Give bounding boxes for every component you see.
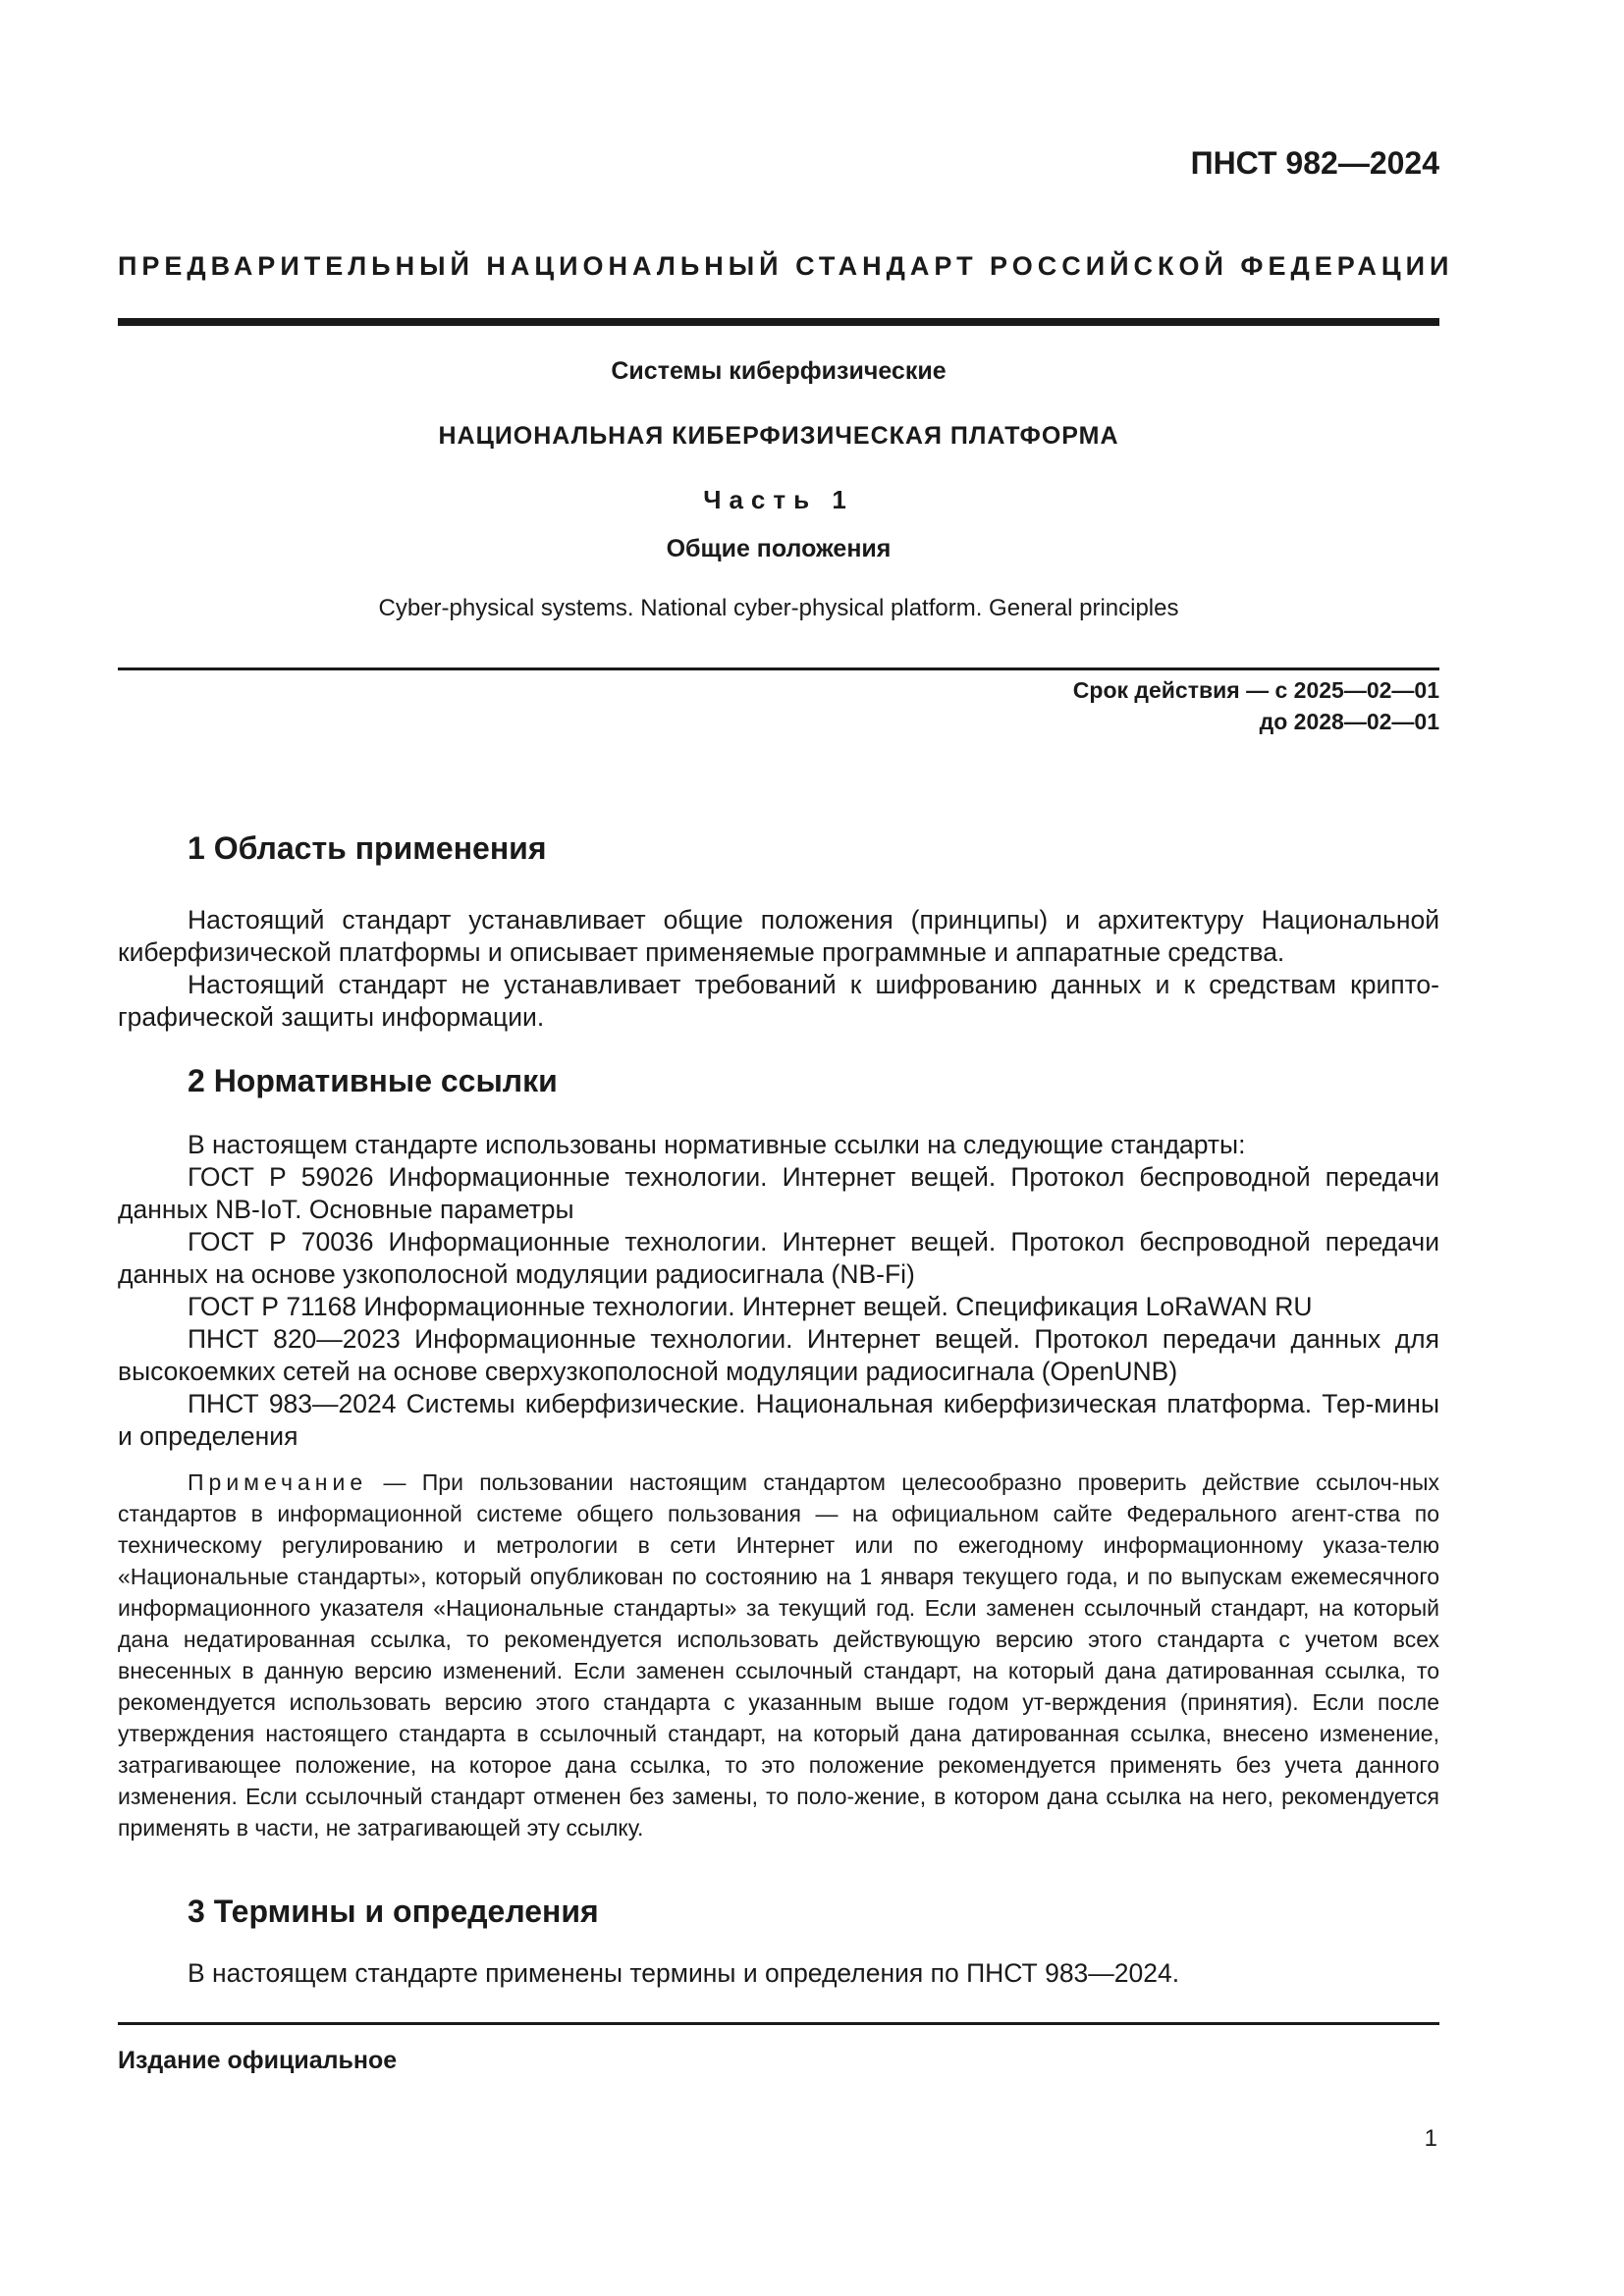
footer-divider — [118, 2022, 1439, 2025]
section-heading: 2 Нормативные ссылки — [188, 1063, 558, 1098]
reference-item: ПНСТ 983—2024 Системы киберфизические. Национальная киберфизическая платформа. Тер-мины и определения — [118, 1389, 1439, 1451]
document-title: НАЦИОНАЛЬНАЯ КИБЕРФИЗИЧЕСКАЯ ПЛАТФОРМА — [438, 422, 1119, 450]
paragraph: Настоящий стандарт устанавливает общие положения (принципы) и архитектуру Национальной киберфизической платформы и описывает применяемые программные и аппаратные средства. — [118, 905, 1439, 967]
page-number: 1 — [1424, 2125, 1437, 2152]
validity-to: до 2028—02—01 — [1259, 709, 1439, 734]
section-heading: 1 Область применения — [188, 830, 547, 866]
reference-item: ГОСТ Р 59026 Информационные технологии. Интернет вещей. Протокол беспроводной передачи данных NB-IoT. Основные параметры — [118, 1162, 1439, 1224]
note — [118, 1467, 1439, 1843]
paragraph: В настоящем стандарте использованы нормативные ссылки на следующие стандарты: — [188, 1130, 1246, 1159]
document-subtitle: Системы киберфизические — [611, 357, 947, 385]
standard-number: ПНСТ 982—2024 — [1190, 145, 1439, 181]
reference-item: ГОСТ Р 71168 Информационные технологии. Интернет вещей. Спецификация LoRaWAN RU — [188, 1292, 1313, 1321]
paragraph: Настоящий стандарт не устанавливает требований к шифрованию данных и к средствам крипто-графической защиты информации. — [118, 970, 1439, 1032]
note-label: Примечание — [188, 1469, 368, 1495]
note-text: — При пользовании настоящим стандартом целесообразно проверить действие ссылоч-ных стандартов в информационной системе общего пользования — на официальном сайте Федерального агент-ства по техническому регулированию и метрологии в сети Интернет или по ежегодному информационному указа-телю «Национальные стандарты», который опубликован по состоянию на 1 января текущего года, и по выпускам ежемесячного информационного указателя «Национальные стандарты» за текущий год. Если заменен ссылочный стандарт, на который дана недатированная ссылка, то рекомендуется использовать действующую версию этого стандарта с учетом всех внесенных в данную версию изменений. Если заменен ссылочный стандарт, на который дана датированная ссылка, то рекомендуется использовать версию этого стандарта с указанным выше годом ут-верждения (принятия). Если после утверждения настоящего стандарта в ссылочный стандарт, на который дана датированная ссылка, внесено изменение, затрагивающее положение, на которое дана ссылка, то это положение рекомендуется применять без учета данного изменения. Если ссылочный стандарт отменен без замены, то поло-жение, в котором дана ссылка на него, рекомендуется применять в части, не затрагивающей эту ссылку. — [118, 1469, 1439, 1841]
section-normative-references — [118, 1063, 1439, 1843]
section-terms — [118, 1894, 1439, 1990]
section-heading: 3 Термины и определения — [188, 1894, 599, 1929]
spacer — [118, 1453, 1439, 1467]
title-divider — [118, 667, 1439, 670]
part-number: Часть 1 — [703, 485, 854, 514]
validity-from: Срок действия — с 2025—02—01 — [1072, 677, 1439, 703]
part-name: Общие положения — [666, 535, 892, 562]
paragraph: В настоящем стандарте применены термины и определения по ПНСТ 983—2024. — [188, 1958, 1180, 1988]
english-title: Cyber-physical systems. National cyber-physical platform. General principles — [378, 595, 1179, 621]
edition-label: Издание официальное — [118, 2047, 398, 2074]
standard-category: ПРЕДВАРИТЕЛЬНЫЙ НАЦИОНАЛЬНЫЙ СТАНДАРТ РОССИЙСКОЙ ФЕДЕРАЦИИ — [118, 251, 1454, 281]
reference-item: ГОСТ Р 70036 Информационные технологии. Интернет вещей. Протокол беспроводной передачи данных на основе узкополосной модуляции радиосигнала (NB-Fi) — [118, 1227, 1439, 1289]
section-scope — [118, 830, 1439, 1034]
header-divider — [118, 318, 1439, 326]
reference-item: ПНСТ 820—2023 Информационные технологии. Интернет вещей. Протокол передачи данных для высокоемких сетей на основе сверхузкополосной модуляции радиосигнала (OpenUNB) — [118, 1324, 1439, 1386]
